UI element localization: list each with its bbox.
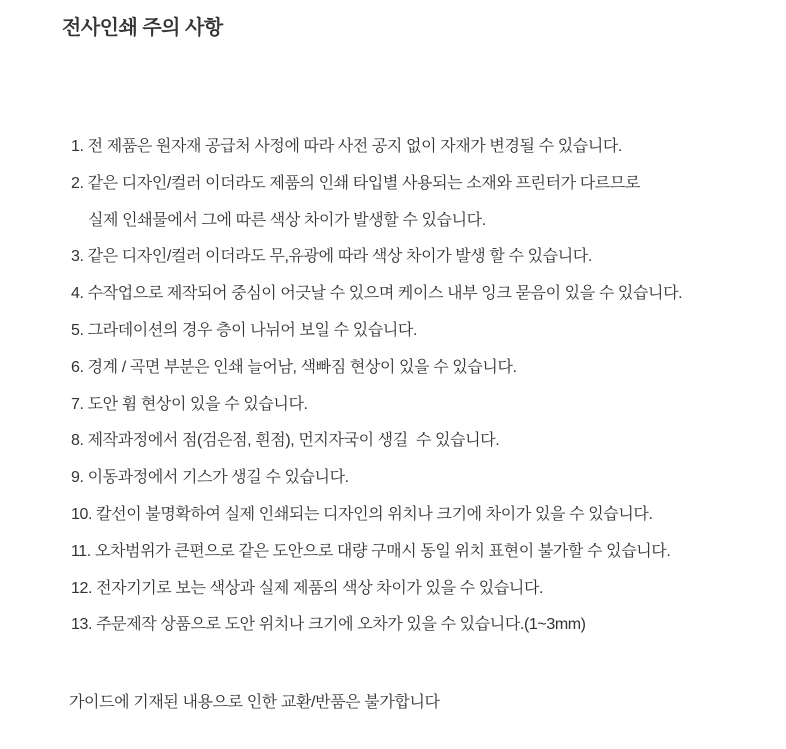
notice-line: 1. 전 제품은 원자재 공급처 사정에 따라 사전 공지 없이 자재가 변경될 수 있습니다.	[71, 138, 622, 155]
notice-line: 3. 같은 디자인/컬러 이더라도 무,유광에 따라 색상 차이가 발생 할 수 있습니다.	[71, 248, 592, 266]
notice-line: 13. 주문제작 상품으로 도안 위치나 크기에 오차가 있을 수 있습니다.(1~3mm)	[71, 616, 586, 634]
page-title: 전사인쇄 주의 사항	[62, 17, 223, 39]
notice-list	[71, 129, 682, 644]
notice-line: 12. 전자기기로 보는 색상과 실제 제품의 색상 차이가 있을 수 있습니다.	[71, 579, 544, 597]
notice-line: 5. 그라데이션의 경우 층이 나뉘어 보일 수 있습니다.	[71, 321, 418, 339]
notice-line: 2. 같은 디자인/컬러 이더라도 제품의 인쇄 타입별 사용되는 소재와 프린터가 다르므로	[71, 174, 640, 192]
notice-line: 4. 수작업으로 제작되어 중심이 어긋날 수 있으며 케이스 내부 잉크 묻음이 있을 수 있습니다.	[71, 285, 683, 303]
notice-line: 7. 도안 휨 현상이 있을 수 있습니다.	[71, 395, 308, 413]
notice-line: 11. 오차범위가 큰편으로 같은 도안으로 대량 구매시 동일 위치 표현이 불가할 수 있습니다.	[71, 542, 671, 560]
notice-line: 6. 경계 / 곡면 부분은 인쇄 늘어남, 색빠짐 현상이 있을 수 있습니다.	[71, 358, 517, 376]
notice-line: 8. 제작과정에서 점(검은점, 흰점), 먼지자국이 생길 수 있습니다.	[71, 432, 500, 450]
notice-line: 실제 인쇄물에서 그에 따른 색상 차이가 발생할 수 있습니다.	[88, 211, 486, 229]
footer-note: 가이드에 기재된 내용으로 인한 교환/반품은 불가합니다	[69, 694, 440, 711]
notice-line: 10. 칼선이 불명확하여 실제 인쇄되는 디자인의 위치나 크기에 차이가 있을 수 있습니다.	[71, 505, 653, 523]
notice-line: 9. 이동과정에서 기스가 생길 수 있습니다.	[71, 469, 349, 487]
